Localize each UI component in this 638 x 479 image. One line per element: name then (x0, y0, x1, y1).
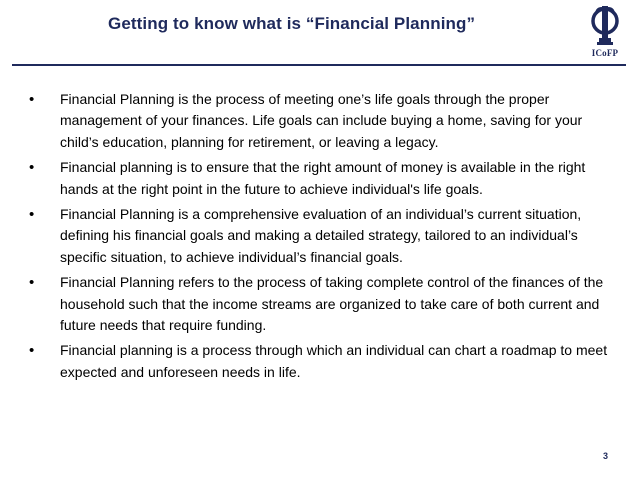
bullet-dot: • (29, 159, 35, 177)
bullet-list (0, 89, 638, 387)
bullet-item (0, 204, 638, 268)
slide-title: Getting to know what is “Financial Planning” (108, 14, 476, 33)
bullet-item (0, 157, 638, 200)
bullet-item (0, 272, 638, 336)
bullet-text: Financial Planning refers to the process of taking complete control of the finances of the household such that the income streams are organized to take care of both current and future needs that require funding. (60, 274, 604, 334)
bullet-item (0, 340, 638, 383)
bullet-dot: • (29, 274, 35, 292)
header-divider (12, 64, 626, 66)
bullet-text: Financial planning is a process through which an individual can chart a roadmap to meet expected and unforeseen needs in life. (60, 342, 608, 380)
bullet-text: Financial Planning is a comprehensive evaluation of an individual’s current situation, defining his financial goals and making a detailed strategy, tailored to an individual’s specific situation, to achieve individual’s financial goals. (60, 206, 582, 265)
page-number: 3 (602, 451, 608, 461)
logo-emblem-icon (590, 4, 620, 48)
bullet-dot: • (29, 91, 35, 108)
bullet-item (0, 89, 638, 153)
bullet-text: Financial planning is to ensure that the right amount of money is available in the right hands at the right point in the future to achieve individual's life goals. (60, 159, 586, 197)
icofp-logo (584, 4, 624, 64)
bullet-text: Financial Planning is the process of meeting one’s life goals through the proper management of your finances. Life goals can include buying a home, saving for your child’s education, planning for retirement, or leaving a legacy. (60, 91, 583, 150)
bullet-dot: • (29, 342, 35, 360)
logo-text: ICoFP (591, 48, 619, 58)
bullet-dot: • (29, 206, 35, 224)
